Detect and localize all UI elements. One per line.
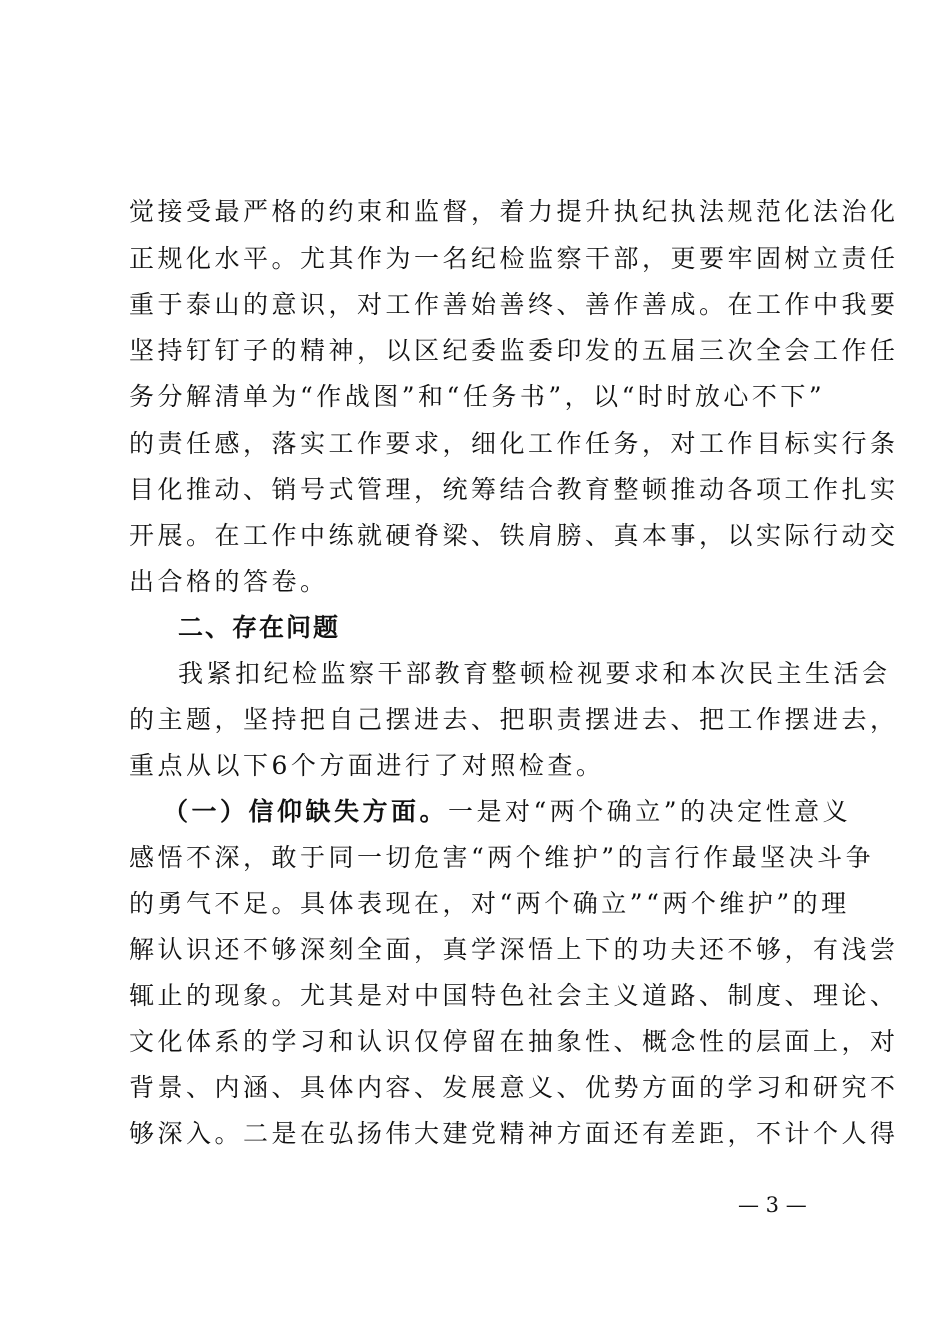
body-text-line: 解认识还不够深刻全面，真学深悟上下的功夫还不够，有浅尝 (129, 935, 899, 964)
body-text-line: 文化体系的学习和认识仅停留在抽象性、概念性的层面上，对 (129, 1027, 899, 1056)
body-text-line: 开展。在工作中练就硬脊梁、铁肩膀、真本事，以实际行动交 (129, 521, 899, 550)
body-text-line: 重点从以下6个方面进行了对照检查。 (129, 751, 605, 780)
body-text-line: 的责任感，落实工作要求，细化工作任务，对工作目标实行条 (129, 429, 899, 458)
body-text-line: 感悟不深，敢于同一切危害“两个维护”的言行作最坚决斗争 (129, 843, 875, 872)
body-text-line: 我紧扣纪检监察干部教育整顿检视要求和本次民主生活会 (178, 659, 891, 688)
subheading-bold-run: （一）信仰缺失方面。 (163, 797, 449, 826)
body-text-line: 觉接受最严格的约束和监督，着力提升执纪执法规范化法治化 (129, 197, 899, 226)
body-text-line: 的主题，坚持把自己摆进去、把职责摆进去、把工作摆进去， (129, 705, 899, 734)
body-text-line: 目化推动、销号式管理，统筹结合教育整顿推动各项工作扎实 (129, 475, 899, 504)
body-text-line: 背景、内涵、具体内容、发展意义、优势方面的学习和研究不 (129, 1073, 899, 1102)
section-heading (178, 608, 829, 648)
body-text-line: 出合格的答卷。 (129, 567, 329, 596)
body-text-line: 坚持钉钉子的精神，以区纪委监委印发的五届三次全会工作任 (129, 336, 899, 365)
page-number: — 3 — (738, 1193, 807, 1217)
body-text-run: 一是对“两个确立”的决定性意义 (448, 797, 852, 826)
body-text-line: 的勇气不足。具体表现在，对“两个确立”“两个维护”的理 (129, 889, 850, 918)
body-text-line: 重于泰山的意识，对工作善始善终、善作善成。在工作中我要 (129, 290, 899, 319)
body-text-line (163, 792, 852, 832)
section-heading-text: 二、存在问题 (178, 613, 341, 642)
body-text-line: 务分解清单为“作战图”和“任务书”，以“时时放心不下” (129, 382, 826, 411)
body-text-line: 正规化水平。尤其作为一名纪检监察干部，更要牢固树立责任 (129, 244, 899, 273)
body-text-line: 辄止的现象。尤其是对中国特色社会主义道路、制度、理论、 (129, 981, 899, 1010)
body-text-line: 够深入。二是在弘扬伟大建党精神方面还有差距，不计个人得 (129, 1119, 899, 1148)
